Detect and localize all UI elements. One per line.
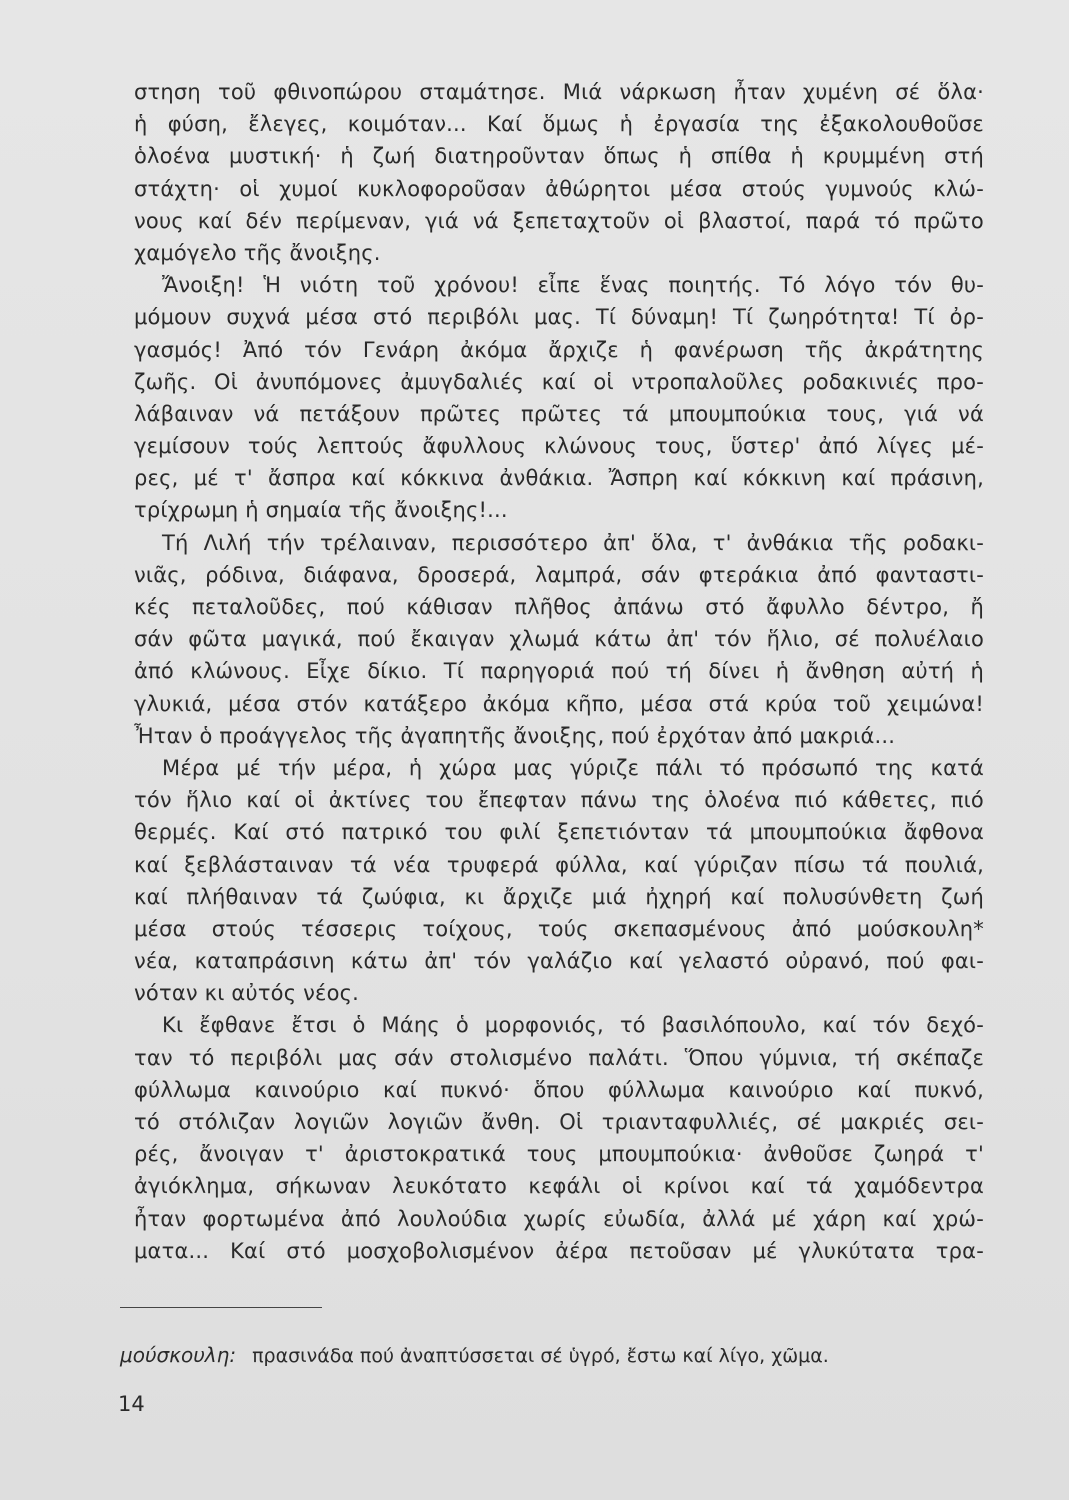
text-line: νέα, καταπράσινη κάτω ἀπ' τόν γαλάζιο καί γελαστό οὐρανό, πού φαι- xyxy=(134,949,984,974)
text-line: τρίχρωμη ἡ σημαία τῆς ἄνοιξης!... xyxy=(134,498,508,523)
text-line: νιᾶς, ρόδινα, διάφανα, δροσερά, λαμπρά, σάν φτεράκια ἀπό φανταστι- xyxy=(134,562,984,587)
text-line: ταν τό περιβόλι μας σάν στολισμένο παλάτι. Ὅπου γύμνια, τή σκέπαζε xyxy=(134,1045,984,1070)
text-line: γεμίσουν τούς λεπτούς ἄφυλλους κλώνους τους, ὕστερ' ἀπό λίγες μέ- xyxy=(134,434,984,459)
text-line: γλυκιά, μέσα στόν κατάξερο ἀκόμα κῆπο, μέσα στά κρύα τοῦ χειμώνα! xyxy=(134,691,984,716)
text-line: τό στόλιζαν λογιῶν λογιῶν ἄνθη. Οἱ τριανταφυλλιές, σέ μακριές σει- xyxy=(134,1110,984,1134)
text-line: ρες, μέ τ' ἄσπρα καί κόκκινα ἀνθάκια. Ἄσπρη καί κόκκινη καί πράσινη, xyxy=(134,466,984,491)
text-line: χαμόγελο τῆς ἄνοιξης. xyxy=(134,240,381,265)
text-line: φύλλωμα καινούριο καί πυκνό· ὅπου φύλλωμα καινούριο καί πυκνό, xyxy=(134,1077,984,1102)
text-line: Κι ἔφθανε ἔτσι ὁ Μάης ὁ μορφονιός, τό βασιλόπουλο, καί τόν δεχό- xyxy=(162,1013,984,1038)
text-line: κές πεταλοῦδες, πού κάθισαν πλῆθος ἀπάνω στό ἄφυλλο δέντρο, ἤ xyxy=(134,595,984,619)
text-line: ἀγιόκλημα, σήκωναν λευκότατο κεφάλι οἱ κρίνοι καί τά χαμόδεντρα xyxy=(134,1174,984,1199)
text-line: μέσα στούς τέσσερις τοίχους, τούς σκεπασμένους ἀπό μούσκουλη* xyxy=(134,916,984,941)
text-line: καί ξεβλάσταιναν τά νέα τρυφερά φύλλα, καί γύριζαν πίσω τά πουλιά, xyxy=(134,852,984,877)
text-line: στάχτη· οἱ χυμοί κυκλοφοροῦσαν ἀθώρητοι μέσα στούς γυμνούς κλώ- xyxy=(134,176,984,201)
footnote-term: μούσκουλη: xyxy=(120,1343,237,1367)
text-line: Ἦταν ὁ προάγγελος τῆς ἀγαπητῆς ἄνοιξης, πού ἐρχόταν ἀπό μακριά... xyxy=(134,723,896,748)
text-line: γασμός! Ἀπό τόν Γενάρη ἀκόμα ἄρχιζε ἡ φανέρωση τῆς ἀκράτητης xyxy=(134,337,984,362)
text-line: ὁλοένα μυστική· ἡ ζωή διατηροῦνταν ὅπως ἡ σπίθα ἡ κρυμμένη στή xyxy=(134,144,984,169)
text-line: θερμές. Καί στό πατρικό του φιλί ξεπετιόνταν τά μπουμπούκια ἄφθονα xyxy=(134,820,984,845)
text-line: μόμουν συχνά μέσα στό περιβόλι μας. Τί δύναμη! Τί ζωηρότητα! Τί ὀρ- xyxy=(134,305,984,330)
text-line: Τή Λιλή τήν τρέλαιναν, περισσότερο ἀπ' ὅλα, τ' ἀνθάκια τῆς ροδακι- xyxy=(162,530,984,555)
footnote xyxy=(120,1342,960,1369)
text-line: σάν φῶτα μαγικά, πού ἔκαιγαν χλωμά κάτω ἀπ' τόν ἥλιο, σέ πολυέλαιο xyxy=(134,627,984,652)
text-line: ρές, ἄνοιγαν τ' ἀριστοκρατικά τους μπουμπούκια· ἀνθοῦσε ζωηρά τ' xyxy=(134,1142,984,1167)
page-number: 14 xyxy=(118,1392,145,1416)
text-line: νους καί δέν περίμεναν, γιά νά ξεπεταχτοῦν οἱ βλαστοί, παρά τό πρῶτο xyxy=(134,208,984,233)
body-text xyxy=(134,76,984,1267)
text-line: ἀπό κλώνους. Εἶχε δίκιο. Τί παρηγοριά πού τή δίνει ἡ ἄνθηση αὐτή ἡ xyxy=(134,659,984,684)
text-line: τόν ἥλιο καί οἱ ἀκτίνες του ἔπεφταν πάνω της ὁλοένα πιό κάθετες, πιό xyxy=(134,788,984,813)
text-line: ματα... Καί στό μοσχοβολισμένον ἀέρα πετοῦσαν μέ γλυκύτατα τρα- xyxy=(134,1238,984,1263)
text-line: νόταν κι αὐτός νέος. xyxy=(134,981,360,1006)
footnote-divider xyxy=(120,1307,322,1308)
text-line: ἡ φύση, ἔλεγες, κοιμόταν... Καί ὅμως ἡ ἐργασία της ἐξακολουθοῦσε xyxy=(134,112,984,137)
text-line: Ἄνοιξη! Ἡ νιότη τοῦ χρόνου! εἶπε ἕνας ποιητής. Τό λόγο τόν θυ- xyxy=(162,273,984,298)
text-line: καί πλήθαιναν τά ζωύφια, κι ἄρχιζε μιά ἠχηρή καί πολυσύνθετη ζωή xyxy=(134,884,984,909)
text-line: λάβαιναν νά πετάξουν πρῶτες πρῶτες τά μπουμπούκια τους, γιά νά xyxy=(134,401,984,426)
text-line: ἦταν φορτωμένα ἀπό λουλούδια χωρίς εὐωδία, ἀλλά μέ χάρη καί χρώ- xyxy=(134,1206,984,1231)
text-line: Μέρα μέ τήν μέρα, ἡ χώρα μας γύριζε πάλι τό πρόσωπό της κατά xyxy=(162,755,984,780)
footnote-definition: πρασινάδα πού ἀναπτύσσεται σέ ὑγρό, ἔστω καί λίγο, χῶμα. xyxy=(252,1345,829,1367)
text-line: στηση τοῦ φθινοπώρου σταμάτησε. Μιά νάρκωση ἦταν χυμένη σέ ὅλα· xyxy=(134,80,984,104)
text-line: ζωῆς. Οἱ ἀνυπόμονες ἀμυγδαλιές καί οἱ ντροπαλοῦλες ροδακινιές προ- xyxy=(134,369,984,394)
